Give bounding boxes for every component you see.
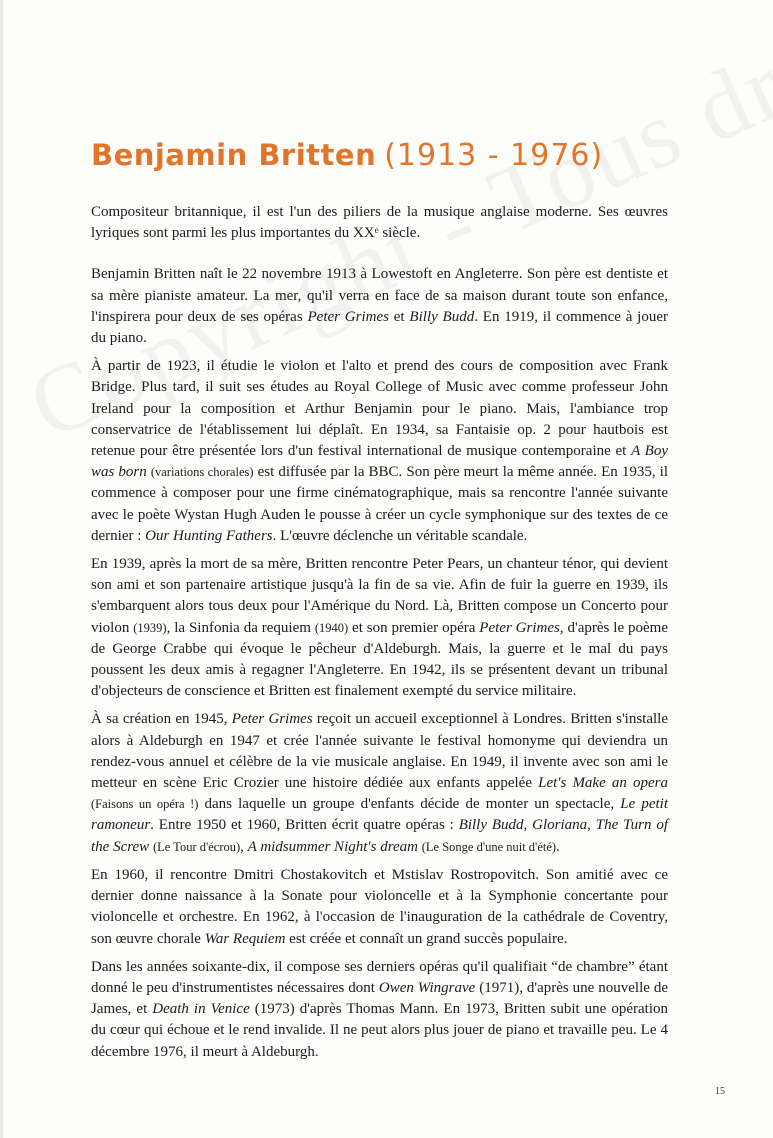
work-title: Le petit ramoneur bbox=[91, 796, 669, 834]
text: reçoit un accueil exceptionnel à Londres. Britten s'installe alors à Aldeburgh en 1947 et crée l'année suivante le festival homonyme qui deviendra un rendez-vous annuel et célèbre de la vie musicale anglaise. En 1949, il invente avec son ami le metteur en scène Eric Crozier une histoire dédiée aux enfants appelée bbox=[91, 711, 668, 792]
text: Dans les années soixante-dix, il compose ses derniers opéras qu'il qualifiait “de chambre” étant donné le peu d'instrumentistes nécessaires dont bbox=[91, 958, 668, 996]
text: (1973) d'après Thomas Mann. En 1973, Britten subit une opération du cœur qui échoue et le rend invalide. Il ne peut alors plus jouer de piano et travaille peu. Le 4 décembre 1976, il meurt à Aldeburgh. bbox=[91, 1001, 668, 1060]
intro-paragraph: Compositeur britannique, il est l'un des piliers de la musique anglaise moderne. Ses œuvres lyriques sont parmi les plus importantes du XXᵉ siècle. bbox=[91, 204, 668, 242]
text: , bbox=[240, 838, 248, 855]
text: À partir de 1923, il étudie le violon et l'alto et prend des cours de composition avec Frank Bridge. Plus tard, il suit ses études au Royal College of Music avec comme professeur John Ireland pour la composition et Arthur Benjamin pour le piano. Mais, l'ambiance trop conservatrice de l'établissement lui déplaît. En 1934, sa Fantaisie op. 2 pour hautbois est retenue pour être présentée lors d'un festival international de musique contemporaine et bbox=[91, 358, 668, 460]
small-note: (Faisons un opéra !) bbox=[91, 797, 199, 812]
paragraph-america bbox=[91, 554, 668, 702]
small-note: (Le Tour d'écrou) bbox=[152, 839, 241, 854]
work-title: Our Hunting Fathers bbox=[145, 527, 273, 544]
small-note: (1940) bbox=[314, 620, 349, 635]
text: (1971), d'après une nouvelle de James, et bbox=[91, 979, 668, 1018]
text: À sa création en 1945, bbox=[91, 711, 232, 728]
text: et son premier opéra bbox=[348, 619, 480, 636]
work-title: Let's Make an opera bbox=[538, 775, 668, 792]
text: et bbox=[388, 308, 410, 325]
work-title: Peter Grimes bbox=[307, 308, 389, 325]
work-title: Owen Wingrave bbox=[378, 979, 476, 996]
text: , la Sinfonia da requiem bbox=[166, 619, 315, 636]
page-number: 15 bbox=[715, 1086, 725, 1097]
work-title: Peter Grimes bbox=[231, 711, 313, 728]
text: . bbox=[556, 838, 560, 855]
title-name: Benjamin Britten bbox=[91, 138, 377, 172]
small-note: (1939) bbox=[133, 620, 167, 635]
paragraph-childhood bbox=[91, 264, 668, 349]
text: . En 1919, il commence à jouer du piano. bbox=[91, 308, 669, 347]
text: En 1960, il rencontre Dmitri Chostakovitch et Mstislav Rostropovitch. Son amitié avec ce dernier donne naissance à la Sonate pour violoncelle et à la Symphonie concertante pour violoncelle et orchestre. En 1962, à l'occasion de l'inauguration de la cathédrale de Coventry, son œuvre chorale bbox=[91, 866, 668, 947]
text: . L'œuvre déclenche un véritable scandale. bbox=[272, 527, 528, 544]
text: En 1939, après la mort de sa mère, Britten rencontre Peter Pears, un chanteur ténor, qui devient son ami et son partenaire artistique jusqu'à la fin de sa vie. Afin de fuir la guerre en 1939, ils s'embarquent alors tous deux pour l'Amérique du Nord. Là, Britten compose un Concerto pour violon bbox=[91, 556, 668, 636]
title-dates: (1913 - 1976) bbox=[384, 138, 604, 173]
work-title: Death in Venice bbox=[152, 1001, 250, 1018]
paragraph-studies bbox=[91, 356, 668, 547]
small-note: (Le Songe d'une nuit d'été) bbox=[421, 839, 557, 854]
work-title: A midsummer Night's dream bbox=[247, 838, 418, 855]
text: , d'après le poème de George Crabbe qui évoque le pêcheur d'Aldeburgh. Mais, la guerre et le mal du pays poussent les deux amis à regagner l'Angleterre. En 1942, ils se présentent devant un tribunal d'objecteurs de conscience et Britten est finalement exempté du service militaire. bbox=[91, 619, 668, 700]
paragraph-1960s bbox=[91, 865, 668, 950]
text: dans laquelle un groupe d'enfants décide de monter un spectacle, bbox=[198, 796, 621, 813]
small-note: (variations chorales) bbox=[150, 465, 254, 480]
work-title: War Requiem bbox=[204, 930, 286, 947]
work-title: Billy Budd, Gloriana, The Turn of the Screw bbox=[91, 817, 668, 855]
text: est créée et connaît un grand succès populaire. bbox=[285, 930, 568, 947]
text: . Entre 1950 et 1960, Britten écrit quatre opéras : bbox=[150, 817, 459, 834]
work-title: Peter Grimes bbox=[479, 619, 560, 636]
paragraph-aldeburgh bbox=[91, 709, 668, 857]
text: Benjamin Britten naît le 22 novembre 1913 à Lowestoft en Angleterre. Son père est dentiste et sa mère pianiste amateur. La mer, qu'il verra en face de sa maison durant toute son enfance, l'inspirera pour deux de ses opéras bbox=[91, 266, 668, 325]
work-title: A Boy was born bbox=[91, 443, 669, 481]
biography-text bbox=[91, 202, 668, 1070]
page-title bbox=[91, 138, 711, 173]
text: est diffusée par la BBC. Son père meurt la même année. En 1935, il commence à composer pour une firme cinématographique, mais sa rencontre l'année suivante avec le poète Wystan Hugh Auden le pousse à créer un cycle symphonique sur des textes de ce dernier : bbox=[91, 464, 668, 544]
paragraph-last-years bbox=[91, 957, 668, 1063]
work-title: Billy Budd bbox=[409, 308, 475, 325]
